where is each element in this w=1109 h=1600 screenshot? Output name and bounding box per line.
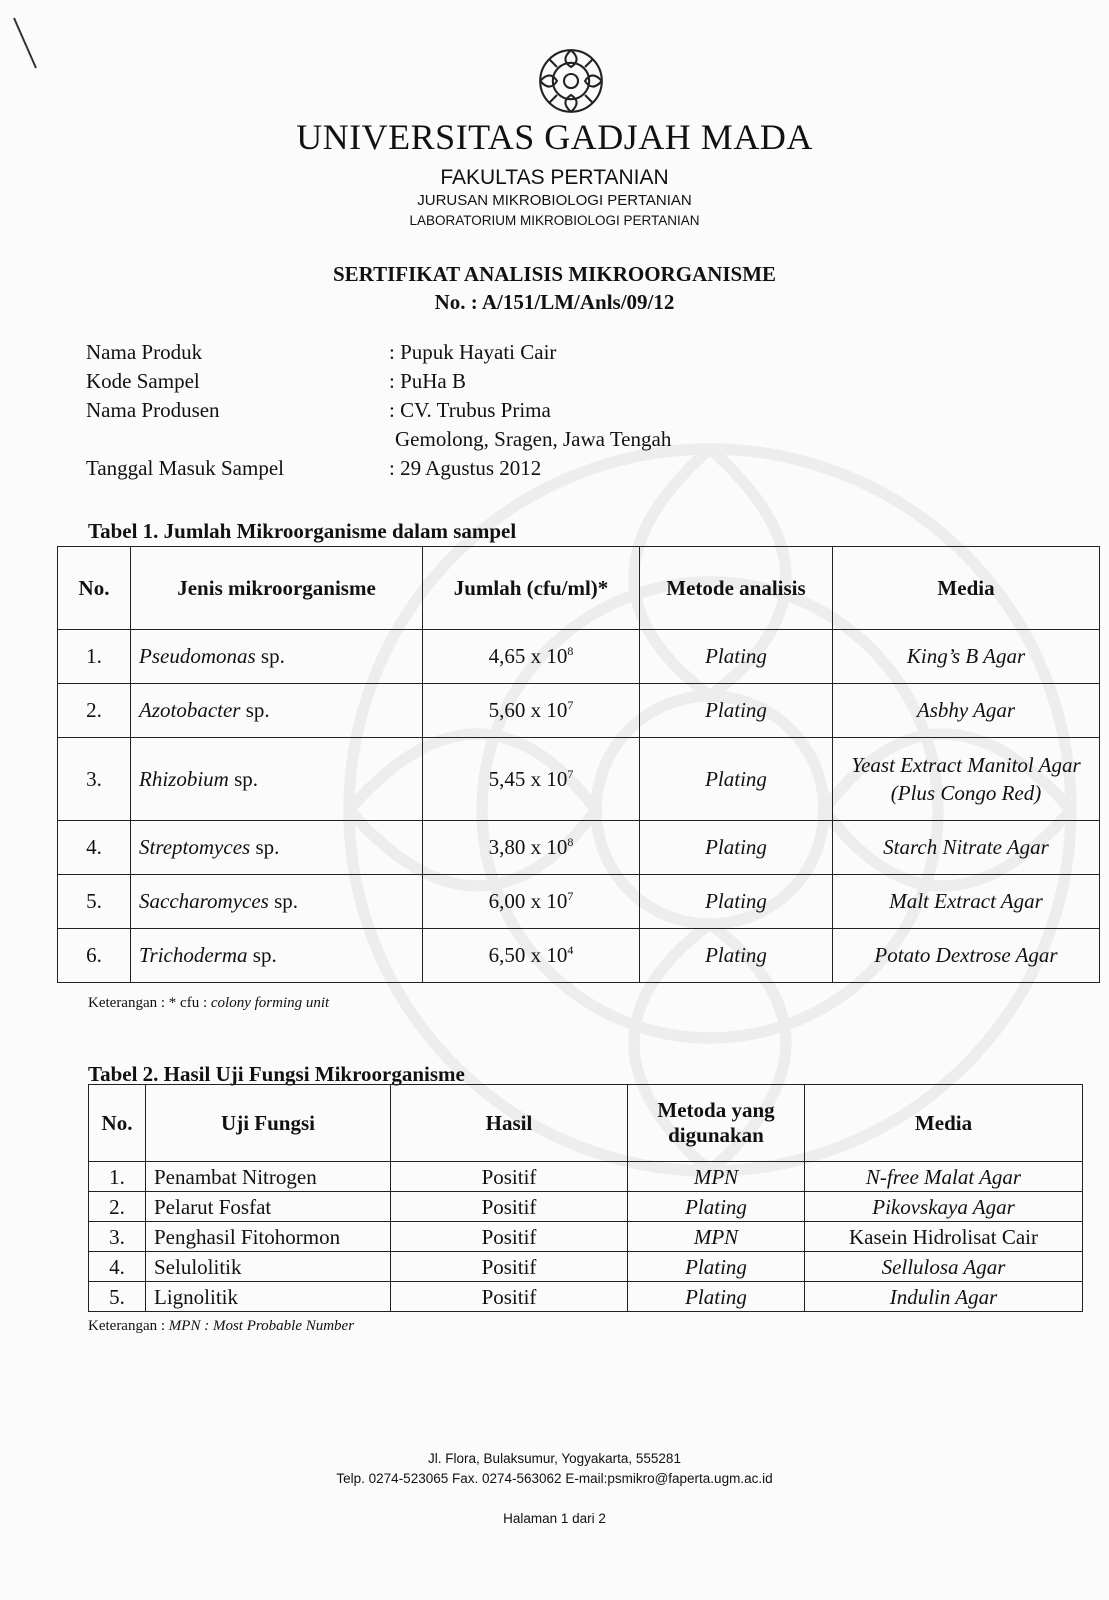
row-number: 3. (89, 1222, 146, 1252)
media: Yeast Extract Manitol Agar (Plus Congo Red) (833, 738, 1100, 821)
info-value: : CV. Trubus Prima (389, 398, 551, 422)
test-name: Penghasil Fitohormon (146, 1222, 391, 1252)
method: Plating (640, 630, 833, 684)
row-number: 3. (58, 738, 131, 821)
info-label: Nama Produk (86, 340, 203, 364)
table2-note (88, 1318, 354, 1335)
page-number: Halaman 1 dari 2 (503, 1511, 606, 1526)
column-header: No. (89, 1085, 146, 1162)
microorganism-count-table (57, 546, 1100, 983)
method: Plating (640, 875, 833, 929)
organism-name (131, 738, 423, 821)
footer-address: Jl. Flora, Bulaksumur, Yogyakarta, 555281 (428, 1451, 681, 1466)
result: Positif (391, 1192, 628, 1222)
count-base: 6,50 x 10 (488, 943, 568, 967)
table-header-row (89, 1085, 1083, 1162)
media: Pikovskaya Agar (805, 1192, 1083, 1222)
count (423, 875, 640, 929)
table1-note (88, 995, 329, 1012)
table-row (58, 821, 1100, 875)
faculty-name: FAKULTAS PERTANIAN (440, 166, 669, 189)
column-header: Jenis mikroorganisme (131, 547, 423, 630)
species-suffix: sp. (247, 943, 277, 967)
table-row (58, 630, 1100, 684)
certificate-number: No. : A/151/LM/Anls/09/12 (434, 290, 675, 314)
organism-name (131, 821, 423, 875)
genus: Trichoderma (139, 943, 248, 967)
row-number: 1. (58, 630, 131, 684)
note-prefix: Keterangan : * cfu : (88, 995, 211, 1011)
info-value: : Pupuk Hayati Cair (389, 340, 557, 364)
note-prefix: Keterangan : (88, 1318, 169, 1334)
function-test-table (88, 1084, 1083, 1312)
pen-mark (8, 14, 48, 74)
count-base: 3,80 x 10 (488, 835, 568, 859)
table2-caption: Tabel 2. Hasil Uji Fungsi Mikroorganisme (88, 1062, 465, 1086)
count-base: 5,45 x 10 (488, 766, 568, 791)
result: Positif (391, 1222, 628, 1252)
note-italic: MPN : Most Probable Number (168, 1318, 355, 1334)
university-name: UNIVERSITAS GADJAH MADA (296, 117, 813, 157)
test-name: Lignolitik (146, 1282, 391, 1312)
count (423, 821, 640, 875)
media: Kasein Hidrolisat Cair (805, 1222, 1083, 1252)
organism-name (131, 630, 423, 684)
species-suffix: sp. (250, 835, 280, 859)
result: Positif (391, 1252, 628, 1282)
table-row (89, 1252, 1083, 1282)
row-number: 5. (89, 1282, 146, 1312)
method: Plating (640, 929, 833, 983)
row-number: 2. (58, 684, 131, 738)
test-name: Selulolitik (146, 1252, 391, 1282)
department-name: JURUSAN MIKROBIOLOGI PERTANIAN (417, 192, 692, 209)
method: Plating (640, 738, 833, 821)
column-header: Media (833, 547, 1100, 630)
info-label: Kode Sampel (86, 369, 200, 393)
genus: Streptomyces (139, 835, 251, 859)
media: Potato Dextrose Agar (833, 929, 1100, 983)
media: Indulin Agar (805, 1282, 1083, 1312)
method: MPN (628, 1222, 805, 1252)
genus: Azotobacter (139, 698, 241, 722)
count (423, 738, 640, 821)
method: Plating (628, 1282, 805, 1312)
count (423, 929, 640, 983)
laboratory-name: LABORATORIUM MIKROBIOLOGI PERTANIAN (409, 213, 700, 228)
table-row (58, 684, 1100, 738)
table-row (58, 738, 1100, 821)
table-row (89, 1282, 1083, 1312)
media: Sellulosa Agar (805, 1252, 1083, 1282)
media: Malt Extract Agar (833, 875, 1100, 929)
info-value: Gemolong, Sragen, Jawa Tengah (395, 427, 672, 451)
method: Plating (640, 684, 833, 738)
result: Positif (391, 1282, 628, 1312)
count (423, 684, 640, 738)
count-exponent: 8 (567, 835, 574, 849)
note-italic: colony forming unit (210, 995, 330, 1011)
ugm-logo-icon (536, 46, 606, 116)
test-name: Pelarut Fosfat (146, 1192, 391, 1222)
species-suffix: sp. (228, 766, 259, 791)
genus: Pseudomonas (139, 644, 256, 668)
count-exponent: 7 (567, 889, 574, 903)
row-number: 4. (58, 821, 131, 875)
count-base: 5,60 x 10 (488, 698, 568, 722)
count-base: 6,00 x 10 (488, 889, 568, 913)
species-suffix: sp. (240, 698, 270, 722)
result: Positif (391, 1162, 628, 1192)
row-number: 5. (58, 875, 131, 929)
genus: Saccharomyces (139, 889, 269, 913)
table1-caption: Tabel 1. Jumlah Mikroorganisme dalam sampel (88, 519, 517, 543)
genus: Rhizobium (139, 766, 229, 791)
column-header: Uji Fungsi (146, 1085, 391, 1162)
count-exponent: 7 (567, 698, 574, 712)
certificate-title: SERTIFIKAT ANALISIS MIKROORGANISME (332, 262, 777, 286)
column-header: Metode analisis (640, 547, 833, 630)
method: MPN (628, 1162, 805, 1192)
column-header: Media (805, 1085, 1083, 1162)
media: King’s B Agar (833, 630, 1100, 684)
organism-name (131, 929, 423, 983)
column-header: Hasil (391, 1085, 628, 1162)
organism-name (131, 875, 423, 929)
table-row (58, 929, 1100, 983)
info-label: Tanggal Masuk Sampel (86, 456, 284, 480)
method: Plating (628, 1252, 805, 1282)
organism-name (131, 684, 423, 738)
species-suffix: sp. (255, 644, 285, 668)
media: N-free Malat Agar (805, 1162, 1083, 1192)
method: Plating (628, 1192, 805, 1222)
test-name: Penambat Nitrogen (146, 1162, 391, 1192)
column-header: Jumlah (cfu/ml)* (423, 547, 640, 630)
table-row (89, 1192, 1083, 1222)
count-base: 4,65 x 10 (488, 644, 568, 668)
method: Plating (640, 821, 833, 875)
media: Asbhy Agar (833, 684, 1100, 738)
info-value: : PuHa B (389, 369, 467, 393)
species-suffix: sp. (268, 889, 299, 913)
column-header: No. (58, 547, 131, 630)
row-number: 2. (89, 1192, 146, 1222)
count (423, 630, 640, 684)
row-number: 6. (58, 929, 131, 983)
info-label: Nama Produsen (86, 398, 220, 422)
table-row (89, 1222, 1083, 1252)
column-header: Metoda yang digunakan (628, 1085, 805, 1162)
table-row (58, 875, 1100, 929)
media: Starch Nitrate Agar (833, 821, 1100, 875)
footer-contact: Telp. 0274-523065 Fax. 0274-563062 E-mail:psmikro@faperta.ugm.ac.id (336, 1471, 773, 1486)
count-exponent: 7 (567, 766, 574, 781)
row-number: 4. (89, 1252, 146, 1282)
table-row (89, 1162, 1083, 1192)
row-number: 1. (89, 1162, 146, 1192)
table-header-row (58, 547, 1100, 630)
count-exponent: 8 (567, 644, 574, 658)
info-value: : 29 Agustus 2012 (389, 456, 542, 480)
count-exponent: 4 (567, 943, 574, 957)
